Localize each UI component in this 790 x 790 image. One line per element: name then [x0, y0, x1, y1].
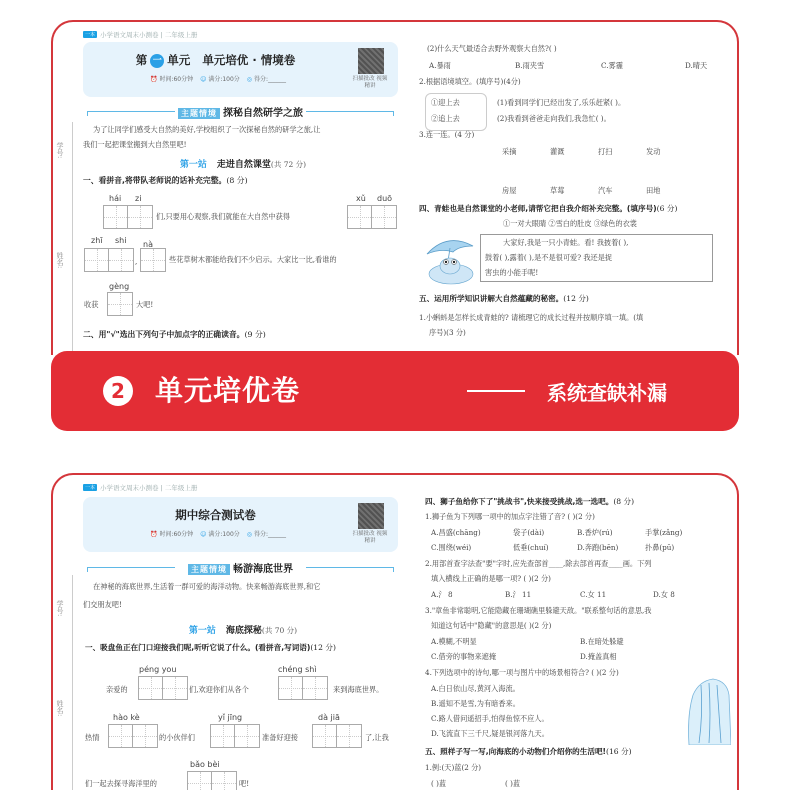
connect-word[interactable]: 房屋	[502, 186, 517, 195]
option: A.暴雨	[429, 61, 451, 70]
station-number: 第一站	[188, 626, 216, 636]
question-text: 3."章鱼非常聪明,它能隐藏在珊瑚礁里躲避天敌。"联系整句话的意思,我	[425, 606, 652, 615]
question-1-heading: 一、看拼音,将带队老师说的话补充完整。(8 分)	[83, 176, 248, 185]
connect-word[interactable]: 田地	[646, 186, 661, 195]
fill-sentence: (1)看到同学们已经出发了,乐乐赶紧( )。	[497, 98, 626, 107]
question-text: 1.例:(天)蓝(2 分)	[425, 763, 482, 772]
connect-word[interactable]: 发动	[646, 147, 661, 156]
option: D.飞流直下三千尺,疑是银河落九天。	[431, 729, 549, 738]
pinyin: zi	[135, 194, 142, 203]
theme-title: 探秘自然研学之旅	[223, 108, 303, 119]
connect-word[interactable]: 灌溉	[550, 147, 565, 156]
fill-text: 们,只要用心观察,我们就能在大自然中获得	[156, 212, 290, 221]
margin-label-id: 学号:	[56, 600, 64, 617]
fill-text: 亲爱的	[106, 685, 128, 694]
binding-margin	[53, 475, 81, 790]
station-score: (共 70 分)	[261, 626, 298, 635]
question-1-heading: 一、吸盘鱼正在门口迎接我们呢,听听它说了什么。(看拼音,写词语)(12 分)	[85, 643, 336, 652]
option: A.模糊,不明显	[431, 637, 477, 646]
waterfall-illustration	[683, 675, 731, 745]
fill-text: 们,欢迎你们从各个	[189, 685, 249, 694]
option: C.雾霾	[601, 61, 623, 70]
station-heading	[83, 157, 403, 170]
option: ②追上去	[431, 114, 460, 123]
banner-number-badge: 2	[103, 376, 133, 406]
theme-badge: 主题情境	[188, 564, 230, 575]
target-icon: ◎	[246, 76, 252, 83]
unit-number-badge: 一	[150, 54, 164, 68]
qr-label: 扫描批改 视频精讲	[352, 76, 388, 89]
station-score: (共 72 分)	[270, 160, 307, 169]
fill-text: 大吧!	[136, 300, 154, 309]
option: 扑鼻(pū)	[645, 543, 675, 552]
margin-label-name: 姓名:	[56, 252, 64, 269]
option: B.氵 11	[505, 590, 532, 599]
option: A.氵 8	[431, 590, 453, 599]
option: B.遥知不是雪,为有暗香来。	[431, 699, 520, 708]
question-5-heading: 五、照样子写一写,向海底的小动物们介绍你的生活吧!(16 分)	[425, 747, 632, 756]
banner-subtitle: 系统查缺补漏	[547, 381, 667, 405]
fill-blank[interactable]: ( )蓝	[431, 779, 447, 788]
right-page	[405, 475, 739, 790]
question-text: 序号)(3 分)	[429, 328, 466, 337]
writing-grid[interactable]	[347, 205, 397, 229]
writing-grid[interactable]	[103, 205, 153, 229]
theme-badge: 主题情境	[178, 108, 220, 119]
fill-text: 准备好迎接	[262, 733, 298, 742]
banner-dash	[467, 390, 525, 392]
question-text: 1.狮子鱼为下列哪一项中的加点字注错了音? ( )(2 分)	[425, 512, 595, 521]
frog-text: 大家好,我是一只小青蛙。看! 我披着( ),	[503, 238, 629, 247]
station-number: 第一站	[179, 160, 207, 170]
question-text: 知道这句话中"隐藏"的意思是( )(2 分)	[431, 621, 552, 630]
option: D.晴天	[685, 61, 708, 70]
fill-blank[interactable]: ( )蓝	[505, 779, 521, 788]
option: B.雨夹雪	[515, 61, 545, 70]
option: C.借旁的事物来遮掩	[431, 652, 497, 661]
qr-label: 扫描批改 视频精讲	[352, 531, 388, 544]
book-badge: 一本	[85, 485, 96, 491]
pinyin: dà jiā	[318, 713, 340, 722]
connect-word[interactable]: 采摘	[502, 147, 517, 156]
full-score: 满分:100分	[208, 531, 240, 538]
connect-word[interactable]: 草莓	[550, 186, 565, 195]
question-2-heading: 二、用"√"选出下列句子中加点字的正确读音。(9 分)	[83, 330, 266, 339]
frog-illustration	[423, 234, 481, 286]
question-text: 2.根据语境填空。(填序号)(4分)	[419, 77, 521, 86]
option: 袋子(dài)	[513, 528, 545, 537]
margin-label-name: 姓名:	[56, 700, 64, 717]
pinyin: chéng shì	[278, 665, 317, 674]
option: D.女 8	[653, 590, 675, 599]
right-page	[405, 22, 739, 355]
score-field: 得分:______	[253, 531, 287, 538]
question-text: 2.用部首查字法查"要"字时,应先查部首____,除去部首再查____画。下列	[425, 559, 652, 568]
theme-title: 畅游海底世界	[233, 564, 293, 575]
unit-test-preview-card	[51, 20, 739, 355]
fill-sentence: (2)我看到爸爸走向我们,我急忙( )。	[497, 114, 611, 123]
pinyin: duō	[377, 194, 393, 203]
option: A.白日依山尽,黄河入海流。	[431, 684, 520, 693]
option: 手掌(zǎng)	[645, 528, 683, 537]
question-4-heading: 四、青蛙也是自然课堂的小老师,请帮它把自我介绍补充完整。(填序号)(6 分)	[419, 204, 678, 213]
question-text: 3.连一连。(4 分)	[419, 130, 475, 139]
left-page	[53, 22, 403, 355]
section-banner	[51, 351, 739, 431]
writing-grid[interactable]	[278, 676, 328, 700]
writing-grid[interactable]	[107, 292, 133, 316]
fill-text: 来到海底世界。	[333, 685, 384, 694]
test-meta	[83, 74, 348, 83]
clock-icon: ⏰	[149, 531, 158, 538]
writing-grid[interactable]	[140, 248, 166, 272]
test-title-text: 单元培优 · 情境卷	[202, 53, 296, 67]
pinyin: bǎo bèi	[190, 760, 220, 769]
option: B.在暗处躲避	[580, 637, 624, 646]
theme-header	[83, 104, 398, 118]
test-title	[83, 52, 348, 68]
connect-word[interactable]: 汽车	[598, 186, 613, 195]
full-score: 满分:100分	[208, 76, 240, 83]
option: ①迎上去	[431, 98, 460, 107]
writing-grid[interactable]	[312, 724, 362, 748]
time-limit: 时间:60分钟	[159, 531, 194, 538]
frog-text: 害虫的小能手呢!	[485, 268, 539, 277]
fill-text: 吧!	[239, 779, 250, 788]
pinyin: hào kè	[113, 713, 140, 722]
book-title: 小学语文周末小测卷 | 二年级上册	[100, 31, 198, 39]
question-text: 1.小蝌蚪是怎样长成青蛙的? 请梳理它的成长过程并按顺序填一填。(填	[419, 313, 644, 322]
question-text: (2)什么天气最适合去野外观察大自然?( )	[427, 44, 557, 53]
banner-title: 单元培优卷	[155, 374, 301, 407]
book-tag	[83, 483, 197, 492]
qr-code[interactable]	[358, 503, 384, 529]
fill-text: 热情	[85, 733, 100, 742]
person-icon: ☺	[200, 76, 207, 83]
option: D.掩盖真相	[580, 652, 617, 661]
question-text: 填入横线上正确的是哪一项? ( )(2 分)	[431, 574, 551, 583]
writing-grid[interactable]	[108, 724, 158, 748]
test-title: 期中综合测试卷	[175, 508, 256, 522]
option: A.昌盛(chāng)	[431, 528, 481, 537]
option: B.香炉(rú)	[577, 528, 613, 537]
question-5-heading: 五、运用所学知识讲解大自然蕴藏的秘密。(12 分)	[419, 294, 589, 303]
writing-grid[interactable]	[187, 771, 237, 790]
test-header	[83, 497, 398, 552]
pinyin: shi	[115, 236, 127, 245]
clock-icon: ⏰	[149, 76, 158, 83]
frog-text: 鼓着( ),露着( ),是不是很可爱? 我还是捉	[485, 253, 613, 262]
fill-text: 的小伙伴们	[159, 733, 195, 742]
pinyin: xǔ	[356, 194, 366, 203]
midterm-test-preview-card	[51, 473, 739, 790]
fill-text: 收获	[84, 300, 99, 309]
intro-line-2: 我们一起把课堂搬到大自然里吧!	[83, 140, 187, 149]
qr-code[interactable]	[358, 48, 384, 74]
intro-line-2: 们交朋友吧!	[83, 600, 122, 609]
writing-grid[interactable]	[138, 676, 188, 700]
theme-header	[83, 560, 398, 574]
test-meta	[83, 529, 348, 538]
pinyin: nà	[143, 240, 153, 249]
option: C.围绕(wéi)	[431, 543, 472, 552]
fill-text: 们一起去探寻海洋里的	[85, 779, 157, 788]
target-icon: ◎	[246, 531, 252, 538]
unit-suffix: 单元	[167, 53, 191, 67]
station-name: 走进自然课堂	[216, 160, 271, 170]
book-tag	[83, 30, 197, 39]
margin-label-id: 学号:	[56, 142, 64, 159]
person-icon: ☺	[200, 531, 207, 538]
book-title: 小学语文周末小测卷 | 二年级上册	[100, 484, 198, 492]
pinyin: yǐ jīng	[218, 713, 243, 722]
option: 低垂(chuí)	[513, 543, 549, 552]
fill-text: 了,让我	[365, 733, 389, 742]
question-text: 4.下列选项中的诗句,哪一项与图片中的场景相符合? ( )(2 分)	[425, 668, 619, 677]
writing-grid[interactable]	[210, 724, 260, 748]
unit-prefix: 第	[135, 53, 148, 67]
left-page	[53, 475, 403, 790]
pinyin: hái	[109, 194, 122, 203]
question-4-heading: 四、狮子鱼给你下了"挑战书",快来接受挑战,选一选吧。(8 分)	[425, 497, 635, 506]
pinyin: zhī	[91, 236, 103, 245]
connect-word[interactable]: 打扫	[598, 147, 613, 156]
time-limit: 时间:60分钟	[159, 76, 194, 83]
option: C.女 11	[580, 590, 607, 599]
station-heading	[83, 623, 403, 636]
intro-line-1: 为了让同学们感受大自然的美好,学校组织了一次探秘自然的研学之旅,让	[93, 125, 321, 134]
book-badge: 一本	[85, 32, 96, 38]
fill-text: 些花草树木都能给我们不少启示。大家比一比,看谁的	[169, 255, 337, 264]
test-header	[83, 42, 398, 97]
pinyin: gèng	[109, 282, 130, 291]
pinyin: péng you	[139, 665, 177, 674]
station-name: 海底探秘	[225, 626, 262, 636]
option: D.奔跑(bēn)	[577, 543, 619, 552]
binding-margin	[53, 22, 81, 355]
writing-grid[interactable]	[84, 248, 134, 272]
intro-line-1: 在神秘的海底世界,生活着一群可爱的海洋动物。快来畅游海底世界,和它	[93, 582, 321, 591]
option: C.路人借问遥招手,怕得鱼惊不应人。	[431, 714, 549, 723]
score-field: 得分:______	[253, 76, 287, 83]
option-list: ①一对大眼睛 ②雪白的肚皮 ③绿色的衣裳	[503, 219, 637, 228]
comma: ,	[135, 257, 138, 266]
